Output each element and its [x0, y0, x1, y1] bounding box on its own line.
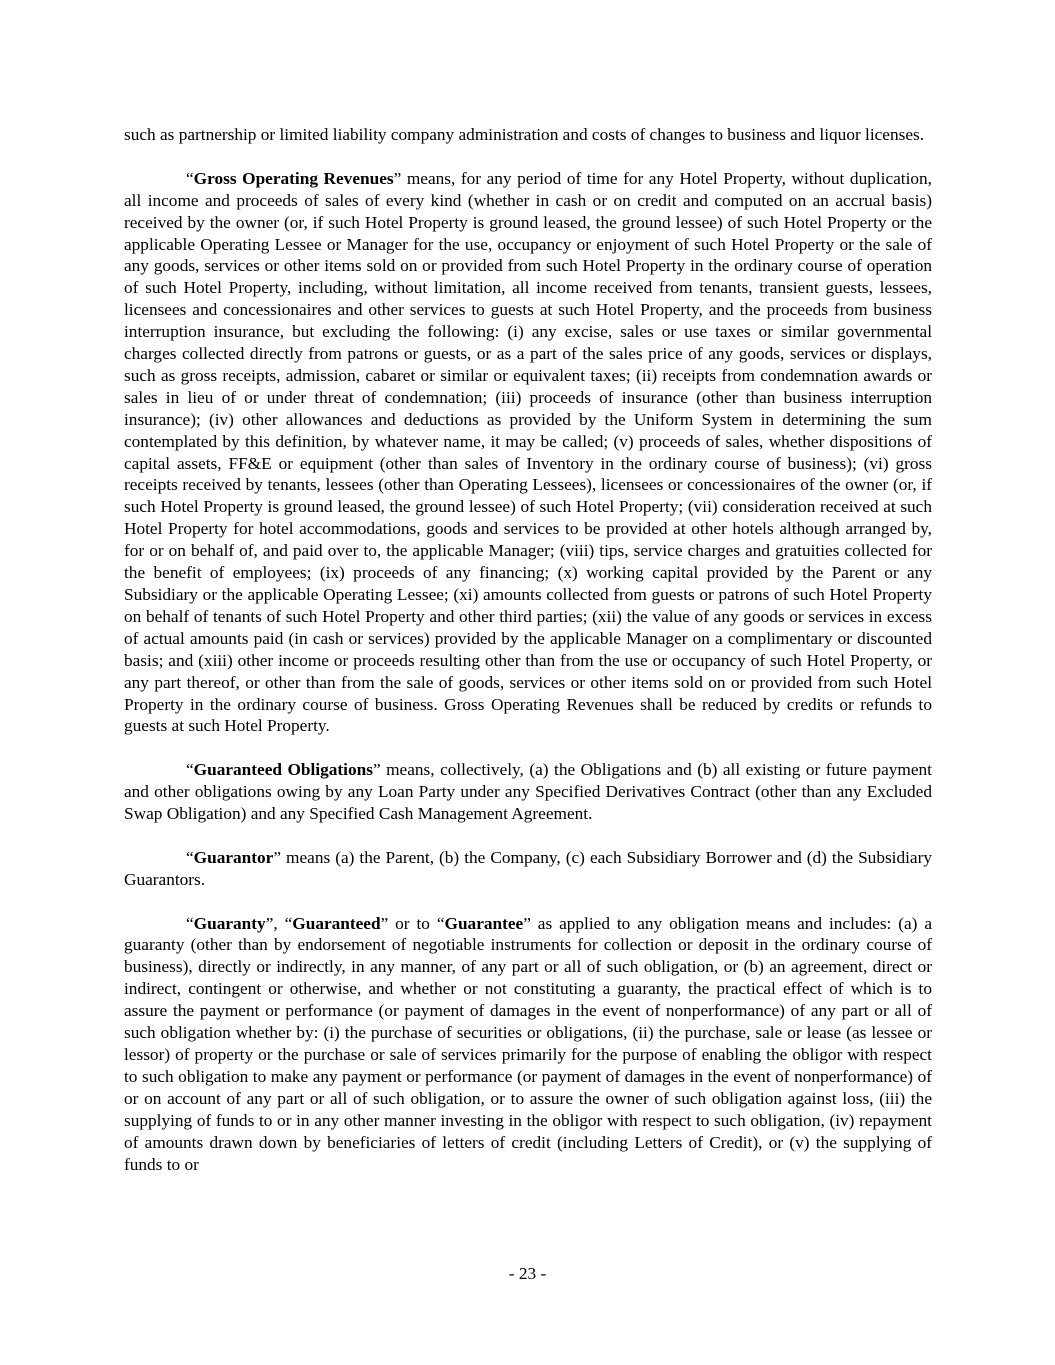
defined-term: Guaranteed Obligations	[193, 760, 373, 780]
paragraph-continuation	[124, 124, 932, 146]
open-quote: “	[186, 760, 194, 780]
close-quote: ”	[523, 913, 531, 933]
document-page	[124, 124, 932, 1197]
definition-guarantor	[124, 847, 932, 891]
open-quote: “	[186, 847, 194, 867]
definition-guaranteed-obligations	[124, 759, 932, 825]
term-separator-2: ” or to “	[380, 913, 445, 933]
definition-gross-operating-revenues	[124, 168, 932, 738]
defined-term: Gross Operating Revenues	[193, 168, 394, 188]
close-quote: ”	[273, 847, 282, 867]
open-quote: “	[186, 913, 194, 933]
close-quote: ”	[393, 168, 402, 188]
definition-text: means, collectively, (a) the Obligations and (b) all existing or future payment and other obligations owing by any Loan Party under any Specified Derivatives Contract (other than any Excluded Swap Obligation) and any Specified Cash Management Agreement.	[124, 760, 932, 824]
paragraph-text: such as partnership or limited liability company administration and costs of changes to business and liquor licenses.	[124, 125, 925, 144]
definition-text: as applied to any obligation means and includes: (a) a guaranty (other than by endorsement of negotiable instruments for collection or deposit in the ordinary course of business), directly or indirectly, in any manner, of any part or all of such obligation, or (b) an agreement, direct or indirect, contingent or otherwise, and whether or not constituting a guaranty, the practical effect of which is to assure the payment or performance (or payment of damages in the event of nonperformance) of any part or all of such obligation whether by: (i) the purchase of securities or obligations, (ii) the purchase, sale or lease (as lessee or lessor) of property or the purchase or sale of services primarily for the purpose of enabling the obligor with respect to such obligation to make any payment or performance (or payment of damages in the event of nonperformance) of or on account of any part or all of such obligation, or to assure the owner of such obligation against loss, (iii) the supplying of funds to or in any other manner investing in the obligor with respect to such obligation, (iv) repayment of amounts drawn down by beneficiaries of letters of credit (including Letters of Credit), or (v) the supplying of funds to or	[124, 913, 933, 1174]
page-number: - 23 -	[508, 1264, 547, 1283]
term-separator: ”, “	[265, 913, 293, 933]
definition-guaranty	[124, 913, 932, 1176]
defined-term-3: Guarantee	[444, 913, 524, 933]
definition-text: means (a) the Parent, (b) the Company, (c) each Subsidiary Borrower and (d) the Subsidiary Guarantors.	[124, 847, 932, 889]
open-quote: “	[186, 168, 194, 188]
defined-term-2: Guaranteed	[292, 913, 381, 933]
close-quote: ”	[372, 760, 381, 780]
defined-term: Guarantor	[193, 847, 274, 867]
definition-text: means, for any period of time for any Hotel Property, without duplication, all income and proceeds of sales of every kind (whether in cash or on credit and computed on an accrual basis) received by the owner (or, if such Hotel Property is ground leased, the ground lessee) of such Hotel Property or the applicable Operating Lessee or Manager for the use, occupancy or enjoyment of such Hotel Property or the sale of any goods, services or other items sold on or provided from such Hotel Property in the ordinary course of operation of such Hotel Property, including, without limitation, all income received from tenants, transient guests, lessees, licensees and concessionaires and other services to guests at such Hotel Property, and the proceeds from business interruption insurance, but excluding the following: (i) any excise, sales or use taxes or similar governmental charges collected directly from patrons or guests, or as a part of the sales price of any goods, services or displays, such as gross receipts, admission, cabaret or similar or equivalent taxes; (ii) receipts from condemnation awards or sales in lieu of or under threat of condemnation; (iii) proceeds of insurance (other than business interruption insurance); (iv) other allowances and deductions as provided by the Uniform System in determining the sum contemplated by this definition, by whatever name, it may be called; (v) proceeds of sales, whether dispositions of capital assets, FF&E or equipment (other than sales of Inventory in the ordinary course of business); (vi) gross receipts received by tenants, lessees (other than Operating Lessees), licensees or concessionaires of the owner (or, if such Hotel Property is ground leased, the ground lessee) of such Hotel Property; (vii) consideration received at such Hotel Property for hotel accommodations, goods and services to be provided at other hotels although arranged by, for or on behalf of, and paid over to, the applicable Manager; (viii) tips, service charges and gratuities collected for the benefit of employees; (ix) proceeds of any financing; (x) working capital provided by the Parent or any Subsidiary or the applicable Operating Lessee; (xi) amounts collected from guests or patrons of such Hotel Property on behalf of tenants of such Hotel Property and other third parties; (xii) the value of any goods or services in excess of actual amounts paid (in cash or services) provided by the applicable Manager on a complimentary or discounted basis; and (xiii) other income or proceeds resulting other than from the use or occupancy of such Hotel Property, or any part thereof, or other than from the sale of goods, services or other items sold on or provided from such Hotel Property in the ordinary course of business. Gross Operating Revenues shall be reduced by credits or refunds to guests at such Hotel Property.	[124, 168, 932, 736]
defined-term: Guaranty	[193, 913, 266, 933]
